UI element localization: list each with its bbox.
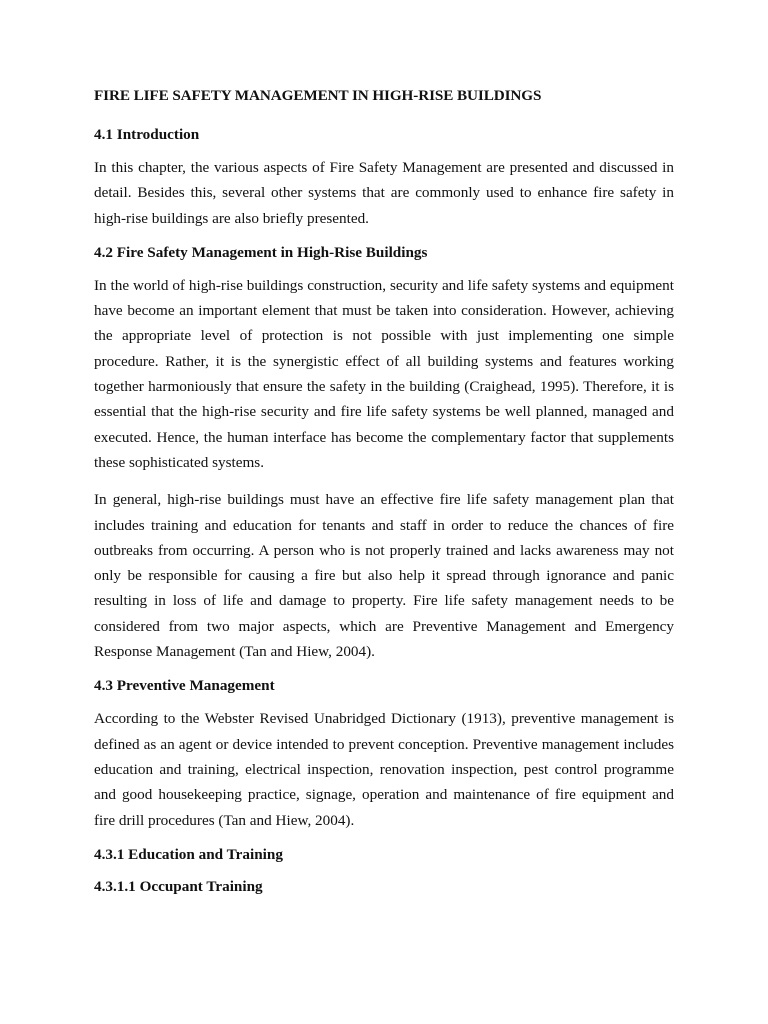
section-heading-occupant-training: 4.3.1.1 Occupant Training [94,877,263,895]
section-heading-fire-safety-management: 4.2 Fire Safety Management in High-Rise Buildings [94,243,428,261]
paragraph: In general, high-rise buildings must have an effective fire life safety management plan that includes training and education for tenants and staff in order to reduce the chances of fire outbreaks from occurring. A person who is not properly trained and lacks awareness may not only be responsible for causing a fire but also help it spread through ignorance and panic resulting in loss of life and damage to property. Fire life safety management needs to be considered from two major aspects, which are Preventive Management and Emergency Response Management (Tan and Hiew, 2004). [94,491,674,661]
section-heading-education-and-training: 4.3.1 Education and Training [94,845,283,863]
section-heading-preventive-management: 4.3 Preventive Management [94,677,275,695]
section-heading-introduction: 4.1 Introduction [94,126,200,143]
paragraph: In this chapter, the various aspects of Fire Safety Management are presented and discussed in detail. Besides this, several other systems that are commonly used to enhance fire safety in high-rise buildings are also briefly presented. [94,159,674,227]
paragraph: In the world of high-rise buildings construction, security and life safety systems and equipment have become an important element that must be taken into consideration. However, achieving the appropriate level of protection is not possible with just implementing one simple procedure. Rather, it is the synergistic effect of all building systems and features working together harmoniously that ensure the safety in the building (Craighead, 1995). Therefore, it is essential that the high-rise security and fire life safety systems be well planned, managed and executed. Hence, the human interface has become the complementary factor that supplements these sophisticated systems. [94,276,674,471]
document-title: FIRE LIFE SAFETY MANAGEMENT IN HIGH-RISE BUILDINGS [94,87,542,104]
paragraph: According to the Webster Revised Unabridged Dictionary (1913), preventive management is defined as an agent or device intended to prevent conception. Preventive management includes education and training, electrical inspection, renovation inspection, pest control programme and good housekeeping practice, signage, operation and maintenance of fire equipment and fire drill procedures (Tan and Hiew, 2004). [94,710,674,829]
document-page [94,86,674,907]
